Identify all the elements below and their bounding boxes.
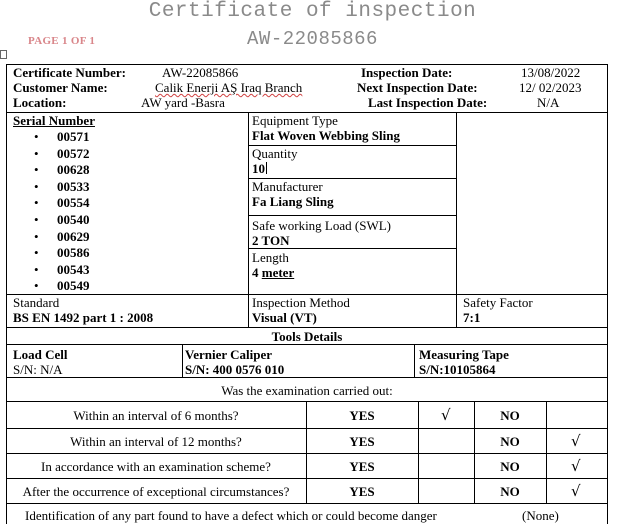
exam-row-no-check: √	[571, 482, 581, 500]
tool-vernier-name: Vernier Caliper	[185, 347, 273, 362]
customer-value-text: Calik Enerji AŞ Iraq Branch	[155, 80, 303, 95]
serial-bullet: •	[34, 245, 39, 260]
serial-number-item: 00543	[57, 262, 90, 277]
exam-row-no-label: NO	[500, 408, 520, 423]
length-number: 4	[252, 265, 259, 280]
safety-factor-value: 7:1	[463, 310, 481, 325]
standard-label: Standard	[13, 295, 60, 310]
manufacturer-value: Fa Liang Sling	[252, 194, 334, 209]
exam-row-no-check: √	[571, 457, 581, 475]
tools-heading: Tools Details	[271, 329, 343, 344]
customer-label: Customer Name:	[13, 80, 108, 95]
customer-value	[155, 80, 302, 95]
quantity-value[interactable]	[252, 161, 267, 176]
serial-bullet: •	[34, 278, 39, 293]
serial-number-item: 00533	[57, 179, 90, 194]
exam-row-no-check: √	[571, 432, 581, 450]
serial-bullet: •	[34, 262, 39, 277]
exam-row-yes-label: YES	[349, 408, 375, 423]
inspection-date-label: Inspection Date:	[361, 65, 453, 80]
length-unit: meter	[261, 265, 295, 280]
quantity-label: Quantity	[252, 146, 298, 161]
serial-number-item: 00586	[57, 245, 90, 260]
tool-tape-name: Measuring Tape	[419, 347, 509, 362]
serial-bullet: •	[34, 212, 39, 227]
exam-row-question: Within an interval of 6 months?	[73, 408, 239, 423]
serial-number-item: 00629	[57, 229, 90, 244]
serial-bullet: •	[34, 229, 39, 244]
swl-value: 2 TON	[252, 233, 290, 248]
tool-load-cell-name: Load Cell	[13, 347, 68, 362]
serial-number-item: 00572	[57, 146, 90, 161]
serial-bullet: •	[34, 162, 39, 177]
next-inspection-value: 12/ 02/2023	[519, 80, 582, 95]
serial-number-item: 00540	[57, 212, 90, 227]
cert-number-value: AW-22085866	[162, 65, 239, 80]
certificate-id-heading: AW-22085866	[247, 28, 378, 50]
quantity-value-text: 10	[252, 161, 265, 176]
margin-marker	[0, 50, 7, 59]
exam-row-question: After the occurrence of exceptional circumstances?	[22, 484, 290, 499]
serial-number-item: 00571	[57, 129, 90, 144]
inspection-date-value: 13/08/2022	[521, 65, 581, 80]
standard-value: BS EN 1492 part 1 : 2008	[13, 310, 154, 325]
document-title: Certificate of inspection	[148, 0, 477, 23]
last-inspection-label: Last Inspection Date:	[368, 95, 488, 110]
exam-row-yes-check: √	[441, 406, 451, 424]
safety-factor-label: Safety Factor	[463, 295, 533, 310]
text-cursor	[266, 162, 267, 174]
serial-bullet: •	[34, 146, 39, 161]
cert-number-label: Certificate Number:	[13, 65, 126, 80]
last-inspection-value: N/A	[537, 95, 560, 110]
location-label: Location:	[13, 95, 67, 110]
next-inspection-label: Next Inspection Date:	[357, 80, 478, 95]
page-indicator: PAGE 1 OF 1	[28, 35, 96, 47]
serial-bullet: •	[34, 195, 39, 210]
exam-row-question: Within an interval of 12 months?	[70, 434, 242, 449]
defect-text: Identification of any part found to have a defect which or could become danger	[25, 508, 437, 523]
serial-bullet: •	[34, 179, 39, 194]
exam-row-no-label: NO	[500, 484, 520, 499]
tool-load-cell-serial: S/N: N/A	[13, 362, 63, 377]
swl-label: Safe working Load (SWL)	[252, 218, 391, 233]
serial-bullet: •	[34, 129, 39, 144]
serial-number-label: Serial Number	[13, 113, 95, 128]
length-value	[252, 265, 294, 280]
exam-row-yes-label: YES	[349, 484, 375, 499]
exam-question: Was the examination carried out:	[221, 383, 393, 398]
location-value: AW yard -Basra	[141, 95, 225, 110]
serial-number-item: 00549	[57, 278, 90, 293]
exam-row-yes-label: YES	[349, 434, 375, 449]
equipment-type-value: Flat Woven Webbing Sling	[252, 128, 400, 143]
tool-vernier-serial: S/N: 400 0576 010	[185, 362, 285, 377]
manufacturer-label: Manufacturer	[252, 179, 323, 194]
serial-number-item: 00554	[57, 195, 90, 210]
equipment-type-label: Equipment Type	[252, 113, 338, 128]
tool-tape-serial: S/N:10105864	[419, 362, 496, 377]
defect-value: (None)	[522, 508, 559, 523]
inspection-method-label: Inspection Method	[252, 295, 350, 310]
inspection-method-value: Visual (VT)	[252, 310, 317, 325]
length-label: Length	[252, 250, 289, 265]
exam-row-yes-label: YES	[349, 459, 375, 474]
serial-number-item: 00628	[57, 162, 90, 177]
exam-row-no-label: NO	[500, 434, 520, 449]
exam-row-no-label: NO	[500, 459, 520, 474]
exam-row-question: In accordance with an examination scheme?	[41, 459, 271, 474]
